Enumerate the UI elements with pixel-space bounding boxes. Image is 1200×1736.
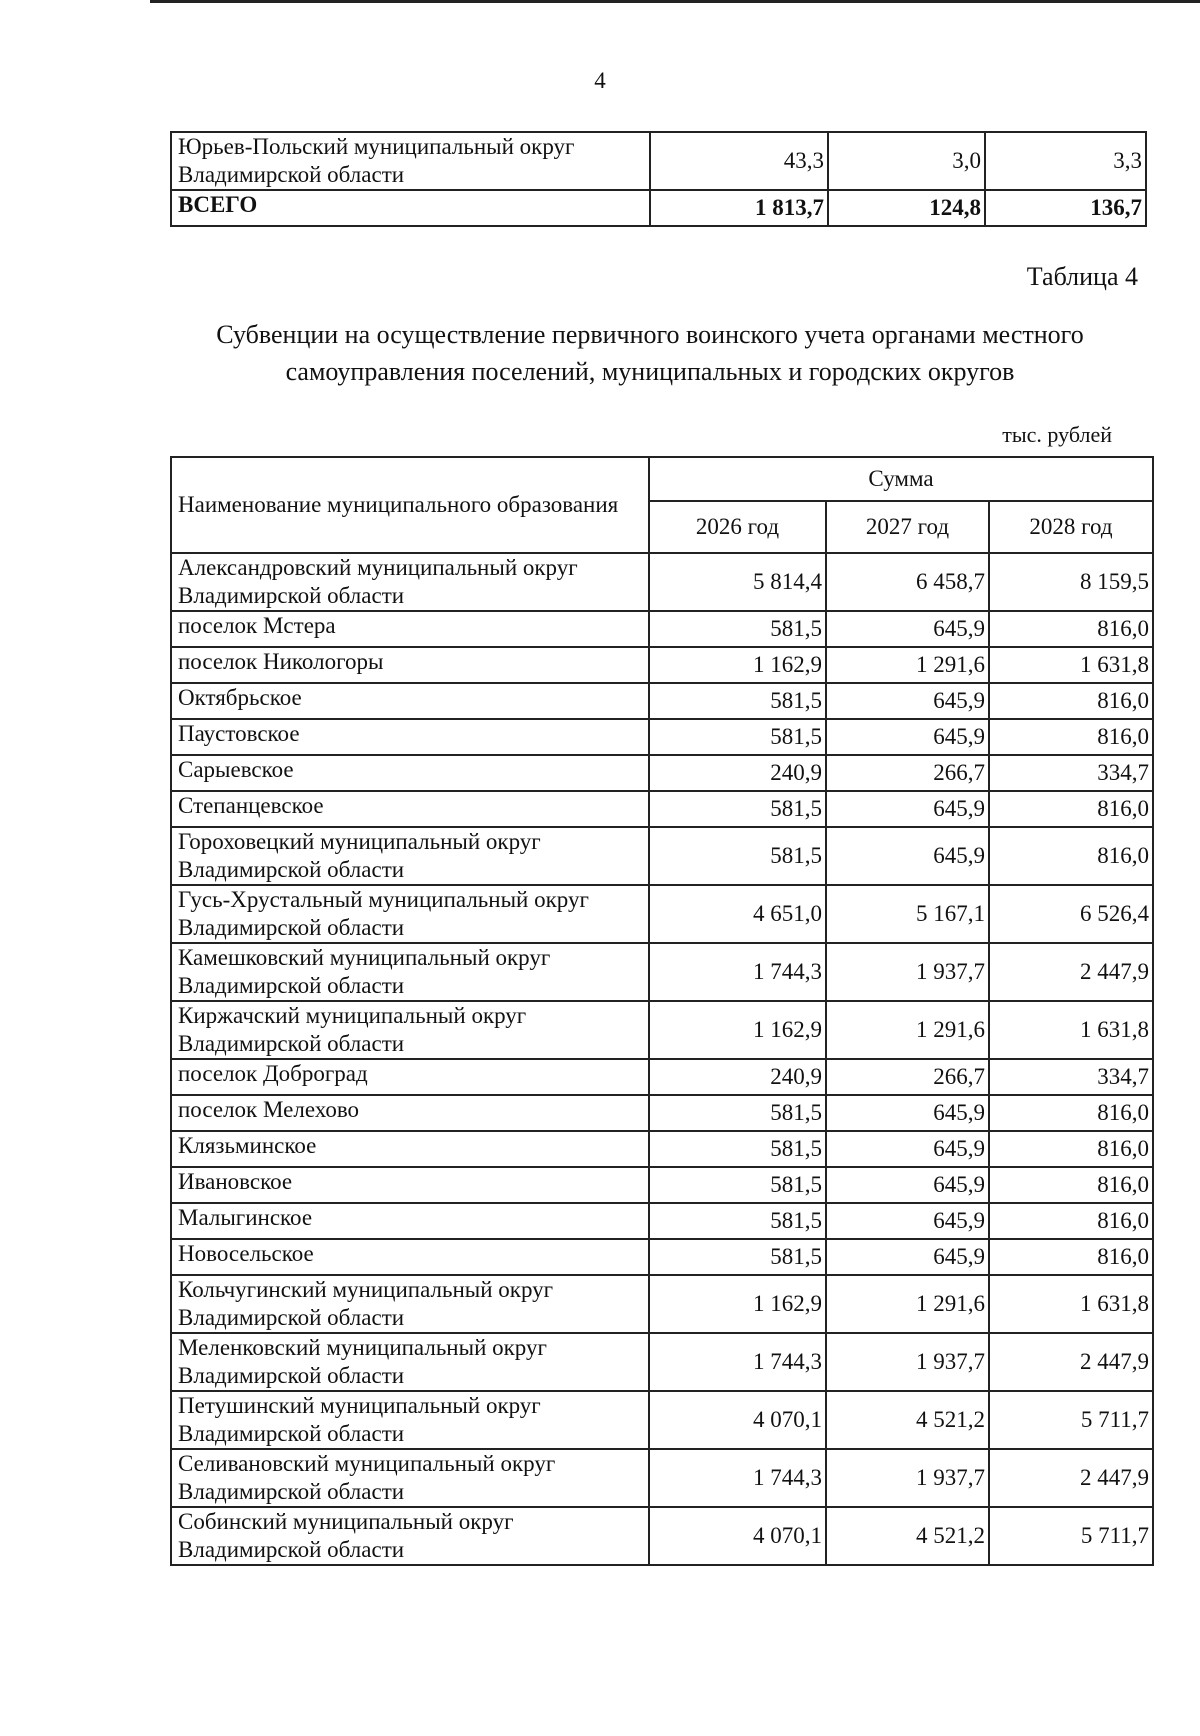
value-2026: 1 162,9 <box>649 1275 826 1333</box>
row-name: Кольчугинский муниципальный округ Владимирской области <box>171 1275 649 1333</box>
row-name: поселок Никологоры <box>171 647 649 683</box>
value-2028: 816,0 <box>989 1167 1153 1203</box>
row-name: Сарыевское <box>171 755 649 791</box>
table-title: Субвенции на осуществление первичного воинского учета органами местного самоуправления поселений, муниципальных и городских округов <box>216 320 1084 386</box>
value-2027: 1 291,6 <box>826 647 989 683</box>
continued-table <box>170 131 1147 227</box>
table-row <box>171 553 1153 611</box>
row-name: Селивановский муниципальный округ Владимирской области <box>171 1449 649 1507</box>
value-2028: 816,0 <box>989 683 1153 719</box>
header-year-2028: 2028 год <box>989 501 1153 553</box>
table-row <box>171 132 1146 190</box>
value-2026: 240,9 <box>649 1059 826 1095</box>
row-name: Киржачский муниципальный округ Владимирской области <box>171 1001 649 1059</box>
row-name: Ивановское <box>171 1167 649 1203</box>
value-2028: 2 447,9 <box>989 1333 1153 1391</box>
scan-top-edge <box>150 0 1200 3</box>
row-name: Собинский муниципальный округ Владимирской области <box>171 1507 649 1565</box>
value-2026: 4 070,1 <box>649 1507 826 1565</box>
header-year-2027: 2027 год <box>826 501 989 553</box>
value-2026: 4 651,0 <box>649 885 826 943</box>
table-row <box>171 1001 1153 1059</box>
units-label: тыс. рублей <box>1002 422 1112 447</box>
header-name: Наименование муниципального образования <box>171 457 649 553</box>
total-row <box>171 190 1146 226</box>
value-2026: 581,5 <box>649 827 826 885</box>
row-name: Паустовское <box>171 719 649 755</box>
value-2028: 2 447,9 <box>989 943 1153 1001</box>
value-2026: 1 813,7 <box>650 190 828 226</box>
value-2027: 5 167,1 <box>826 885 989 943</box>
row-name: Юрьев-Польский муниципальный округ Владимирской области <box>171 132 650 190</box>
row-name: поселок Мелехово <box>171 1095 649 1131</box>
table-label: Таблица 4 <box>1026 262 1138 291</box>
table-row <box>171 719 1153 755</box>
table-row <box>171 1239 1153 1275</box>
row-name: Гусь-Хрустальный муниципальный округ Владимирской области <box>171 885 649 943</box>
value-2028: 816,0 <box>989 1203 1153 1239</box>
table-row <box>171 791 1153 827</box>
value-2027: 4 521,2 <box>826 1507 989 1565</box>
value-2027: 266,7 <box>826 755 989 791</box>
value-2027: 645,9 <box>826 683 989 719</box>
value-2028: 816,0 <box>989 1095 1153 1131</box>
value-2027: 4 521,2 <box>826 1391 989 1449</box>
value-2026: 43,3 <box>650 132 828 190</box>
row-name: Гороховецкий муниципальный округ Владимирской области <box>171 827 649 885</box>
table-row <box>171 827 1153 885</box>
value-2028: 1 631,8 <box>989 647 1153 683</box>
table-row <box>171 1449 1153 1507</box>
value-2026: 240,9 <box>649 755 826 791</box>
value-2028: 5 711,7 <box>989 1507 1153 1565</box>
value-2027: 1 937,7 <box>826 943 989 1001</box>
row-name: поселок Доброград <box>171 1059 649 1095</box>
value-2027: 3,0 <box>828 132 985 190</box>
value-2027: 1 937,7 <box>826 1333 989 1391</box>
value-2027: 266,7 <box>826 1059 989 1095</box>
value-2027: 645,9 <box>826 611 989 647</box>
row-name: Александровский муниципальный округ Владимирской области <box>171 553 649 611</box>
value-2028: 6 526,4 <box>989 885 1153 943</box>
subventions-table <box>170 456 1154 1566</box>
value-2026: 581,5 <box>649 683 826 719</box>
table-row <box>171 1203 1153 1239</box>
value-2026: 581,5 <box>649 791 826 827</box>
row-name: Меленковский муниципальный округ Владимирской области <box>171 1333 649 1391</box>
value-2026: 1 744,3 <box>649 1449 826 1507</box>
value-2028: 1 631,8 <box>989 1275 1153 1333</box>
row-name: ВСЕГО <box>171 190 650 226</box>
value-2026: 581,5 <box>649 1167 826 1203</box>
value-2026: 5 814,4 <box>649 553 826 611</box>
value-2027: 645,9 <box>826 1239 989 1275</box>
value-2028: 2 447,9 <box>989 1449 1153 1507</box>
header-sum: Сумма <box>649 457 1153 501</box>
value-2027: 6 458,7 <box>826 553 989 611</box>
table-row <box>171 755 1153 791</box>
value-2028: 8 159,5 <box>989 553 1153 611</box>
row-name: Степанцевское <box>171 791 649 827</box>
value-2026: 581,5 <box>649 719 826 755</box>
table-row <box>171 647 1153 683</box>
value-2027: 124,8 <box>828 190 985 226</box>
row-name: Новосельское <box>171 1239 649 1275</box>
header-year-2026: 2026 год <box>649 501 826 553</box>
value-2028: 334,7 <box>989 755 1153 791</box>
table-row <box>171 1167 1153 1203</box>
value-2027: 1 291,6 <box>826 1275 989 1333</box>
value-2028: 816,0 <box>989 791 1153 827</box>
value-2028: 3,3 <box>985 132 1146 190</box>
value-2027: 645,9 <box>826 791 989 827</box>
row-name: Октябрьское <box>171 683 649 719</box>
row-name: Клязьминское <box>171 1131 649 1167</box>
row-name: поселок Мстера <box>171 611 649 647</box>
value-2026: 1 162,9 <box>649 1001 826 1059</box>
table-row <box>171 1333 1153 1391</box>
value-2027: 1 937,7 <box>826 1449 989 1507</box>
table-row <box>171 611 1153 647</box>
row-name: Камешковский муниципальный округ Владимирской области <box>171 943 649 1001</box>
row-name: Малыгинское <box>171 1203 649 1239</box>
value-2026: 581,5 <box>649 611 826 647</box>
value-2026: 4 070,1 <box>649 1391 826 1449</box>
value-2027: 645,9 <box>826 1131 989 1167</box>
value-2028: 5 711,7 <box>989 1391 1153 1449</box>
value-2027: 1 291,6 <box>826 1001 989 1059</box>
value-2027: 645,9 <box>826 1095 989 1131</box>
value-2027: 645,9 <box>826 1167 989 1203</box>
value-2028: 334,7 <box>989 1059 1153 1095</box>
value-2027: 645,9 <box>826 827 989 885</box>
value-2028: 816,0 <box>989 719 1153 755</box>
table-row <box>171 943 1153 1001</box>
table-row <box>171 1059 1153 1095</box>
value-2028: 816,0 <box>989 827 1153 885</box>
table-row <box>171 1275 1153 1333</box>
value-2026: 1 162,9 <box>649 647 826 683</box>
value-2028: 816,0 <box>989 1131 1153 1167</box>
table-row <box>171 885 1153 943</box>
value-2026: 1 744,3 <box>649 943 826 1001</box>
table-row <box>171 683 1153 719</box>
value-2028: 816,0 <box>989 1239 1153 1275</box>
value-2026: 581,5 <box>649 1131 826 1167</box>
value-2026: 1 744,3 <box>649 1333 826 1391</box>
value-2027: 645,9 <box>826 1203 989 1239</box>
table-row <box>171 1095 1153 1131</box>
value-2028: 816,0 <box>989 611 1153 647</box>
value-2027: 645,9 <box>826 719 989 755</box>
value-2028: 136,7 <box>985 190 1146 226</box>
table-row <box>171 1391 1153 1449</box>
table-row <box>171 1131 1153 1167</box>
value-2028: 1 631,8 <box>989 1001 1153 1059</box>
table-row <box>171 1507 1153 1565</box>
page-number: 4 <box>594 68 606 93</box>
value-2026: 581,5 <box>649 1203 826 1239</box>
value-2026: 581,5 <box>649 1095 826 1131</box>
row-name: Петушинский муниципальный округ Владимирской области <box>171 1391 649 1449</box>
value-2026: 581,5 <box>649 1239 826 1275</box>
